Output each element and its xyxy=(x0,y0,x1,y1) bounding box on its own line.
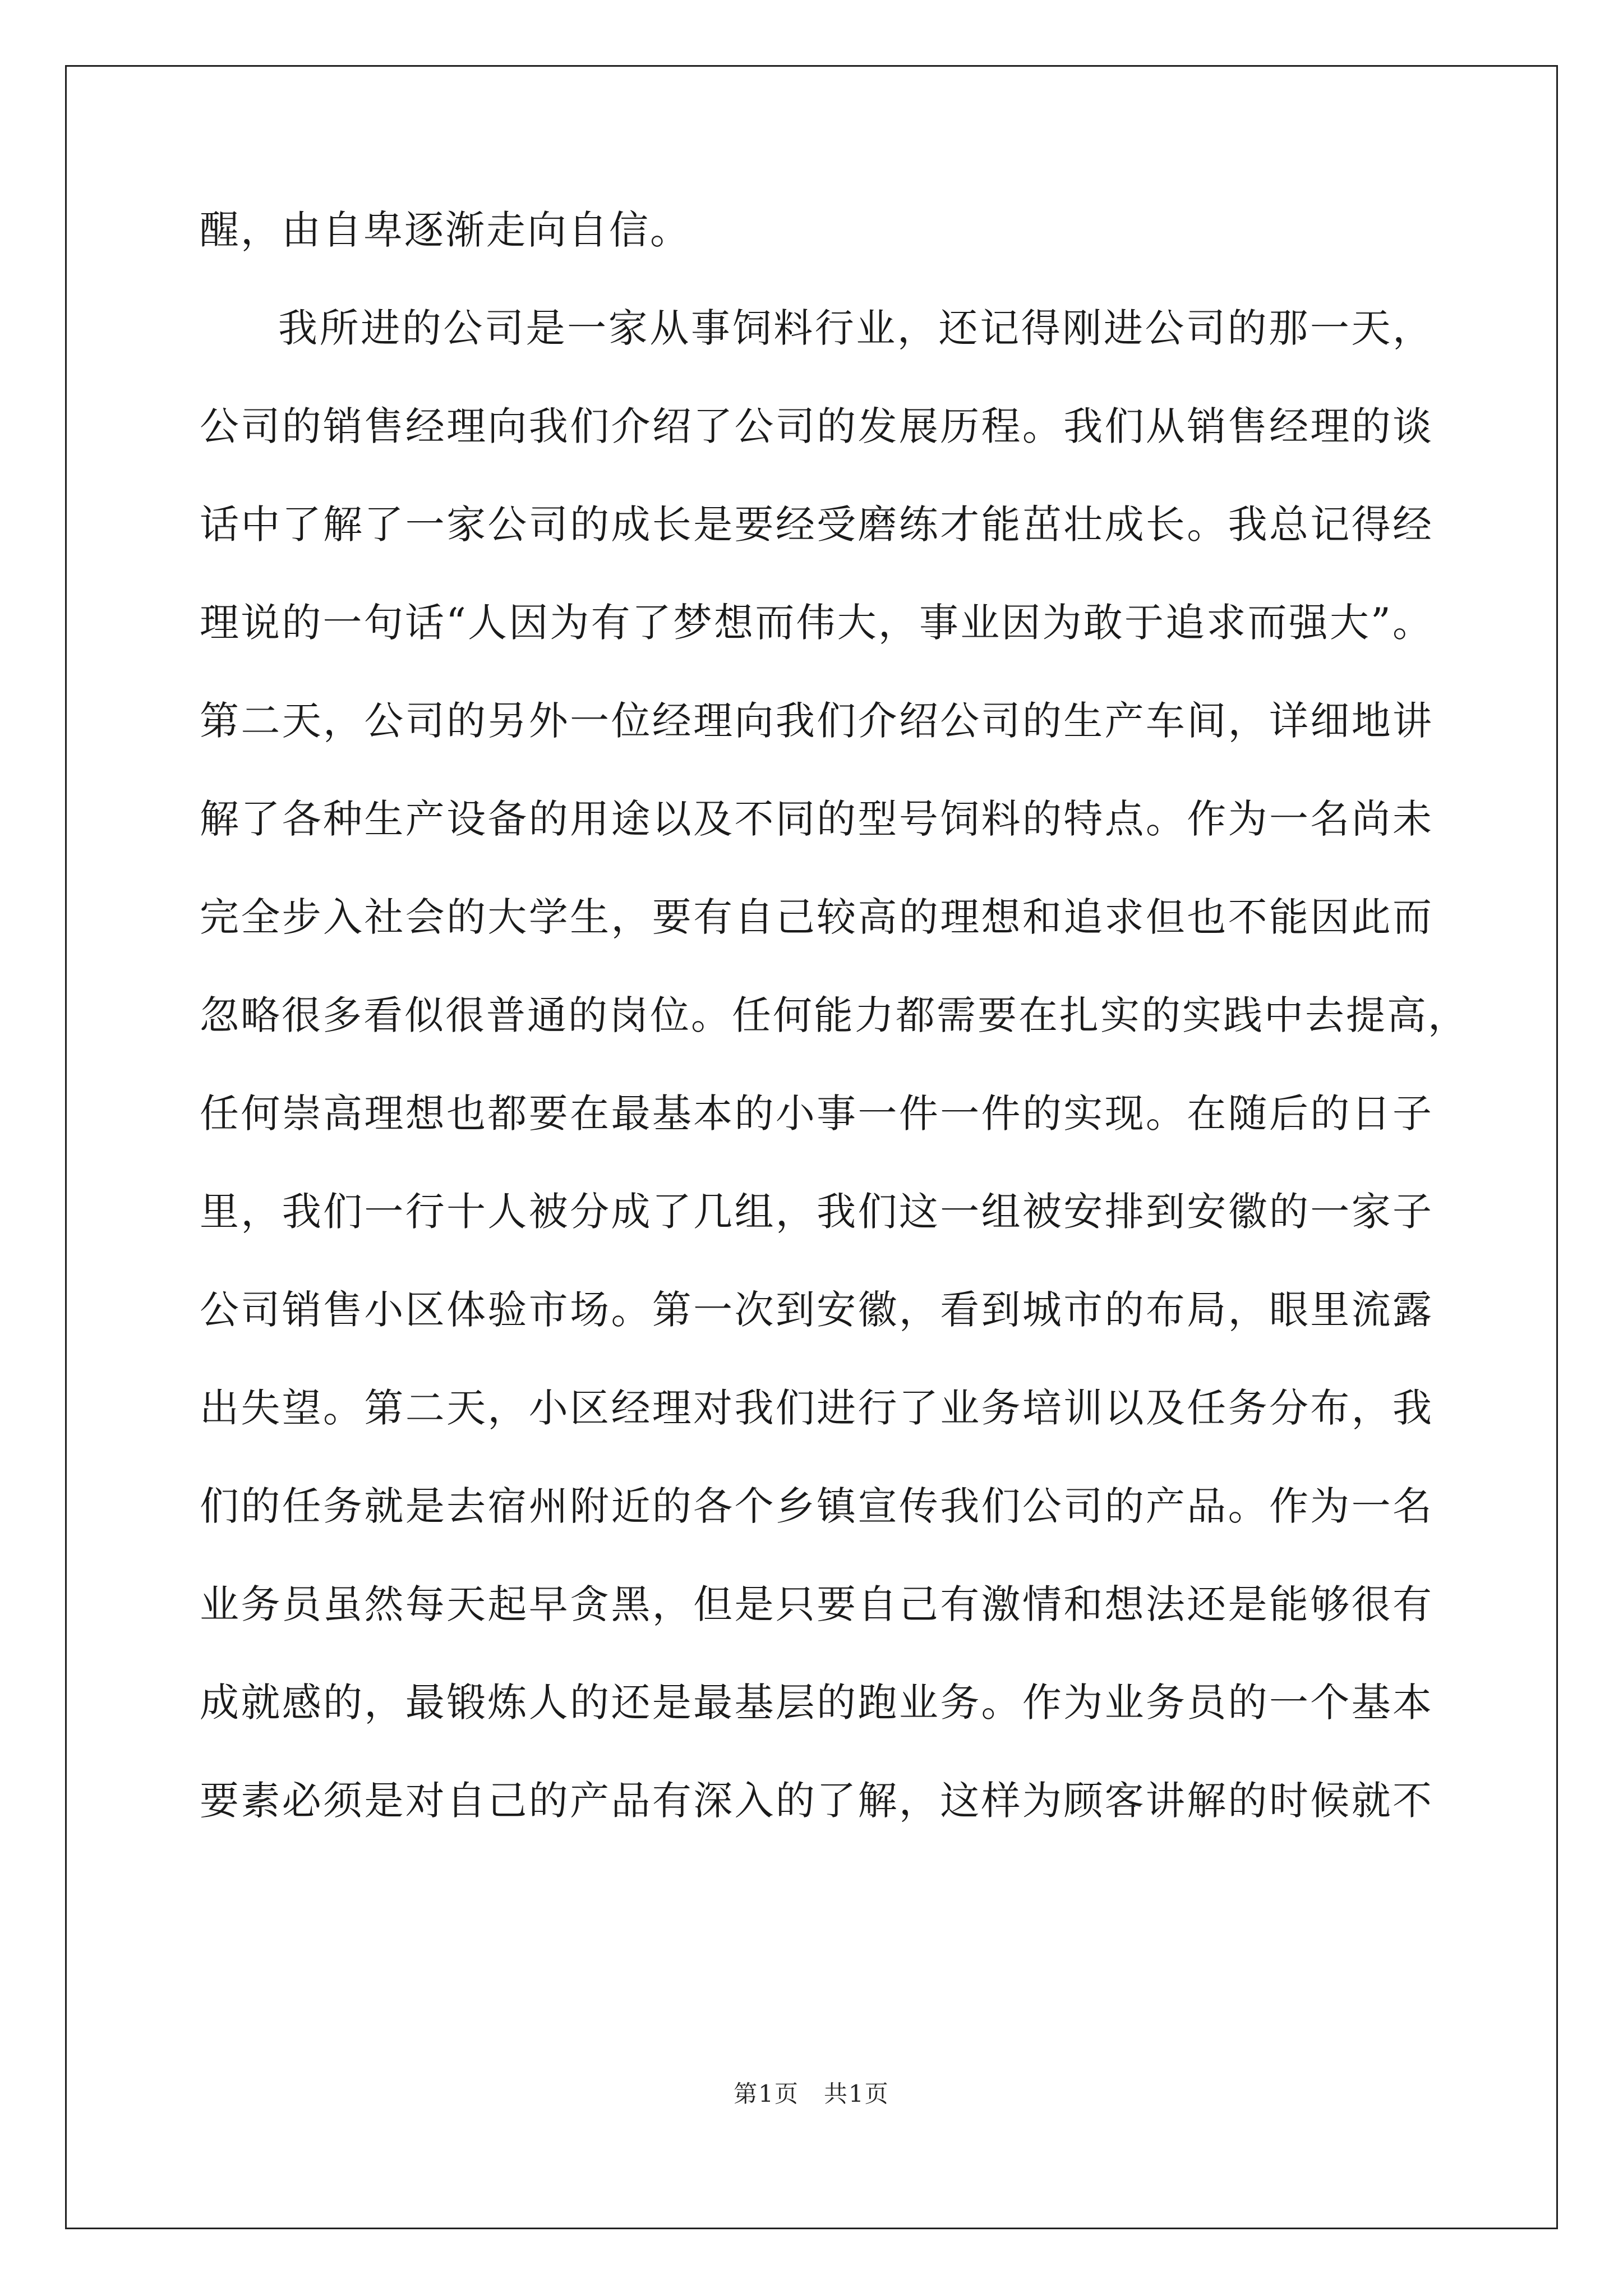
page-number-footer: 第1页 共1页 xyxy=(734,2080,889,2108)
text-line-15: 业务员虽然每天起早贪黑，但是只要自己有激情和想法还是能够很有 xyxy=(200,1581,1433,1627)
text-line-8: 完全步入社会的大学生，要有自己较高的理想和追求但也不能因此而 xyxy=(200,894,1433,940)
text-line-11: 里，我们一行十人被分成了几组，我们这一组被安排到安徽的一家子 xyxy=(200,1189,1433,1235)
text-line-6: 第二天，公司的另外一位经理向我们介绍公司的生产车间，详细地讲 xyxy=(200,698,1433,744)
text-line-12: 公司销售小区体验市场。第一次到安徽，看到城市的布局，眼里流露 xyxy=(200,1287,1433,1333)
text-line-7: 解了各种生产设备的用途以及不同的型号饲料的特点。作为一名尚未 xyxy=(200,796,1433,842)
text-line-2: 我所进的公司是一家从事饲料行业，还记得刚进公司的那一天， xyxy=(278,305,1433,351)
text-line-1: 醒，由自卑逐渐走向自信。 xyxy=(200,207,691,253)
page-border xyxy=(65,65,1558,2229)
text-line-10: 任何崇高理想也都要在最基本的小事一件一件的实现。在随后的日子 xyxy=(200,1091,1433,1137)
text-line-4: 话中了解了一家公司的成长是要经受磨练才能茁壮成长。我总记得经 xyxy=(200,501,1433,547)
text-line-13: 出失望。第二天，小区经理对我们进行了业务培训以及任务分布，我 xyxy=(200,1385,1433,1431)
text-line-14: 们的任务就是去宿州附近的各个乡镇宣传我们公司的产品。作为一名 xyxy=(200,1483,1433,1529)
text-line-17: 要素必须是对自己的产品有深入的了解，这样为顾客讲解的时候就不 xyxy=(200,1778,1433,1824)
text-line-5: 理说的一句话“人因为有了梦想而伟大，事业因为敢于追求而强大”。 xyxy=(200,600,1433,646)
text-line-16: 成就感的，最锻炼人的还是最基层的跑业务。作为业务员的一个基本 xyxy=(200,1680,1433,1726)
text-line-3: 公司的销售经理向我们介绍了公司的发展历程。我们从销售经理的谈 xyxy=(200,403,1433,449)
text-line-9: 忽略很多看似很普通的岗位。任何能力都需要在扎实的实践中去提高， xyxy=(200,992,1469,1038)
